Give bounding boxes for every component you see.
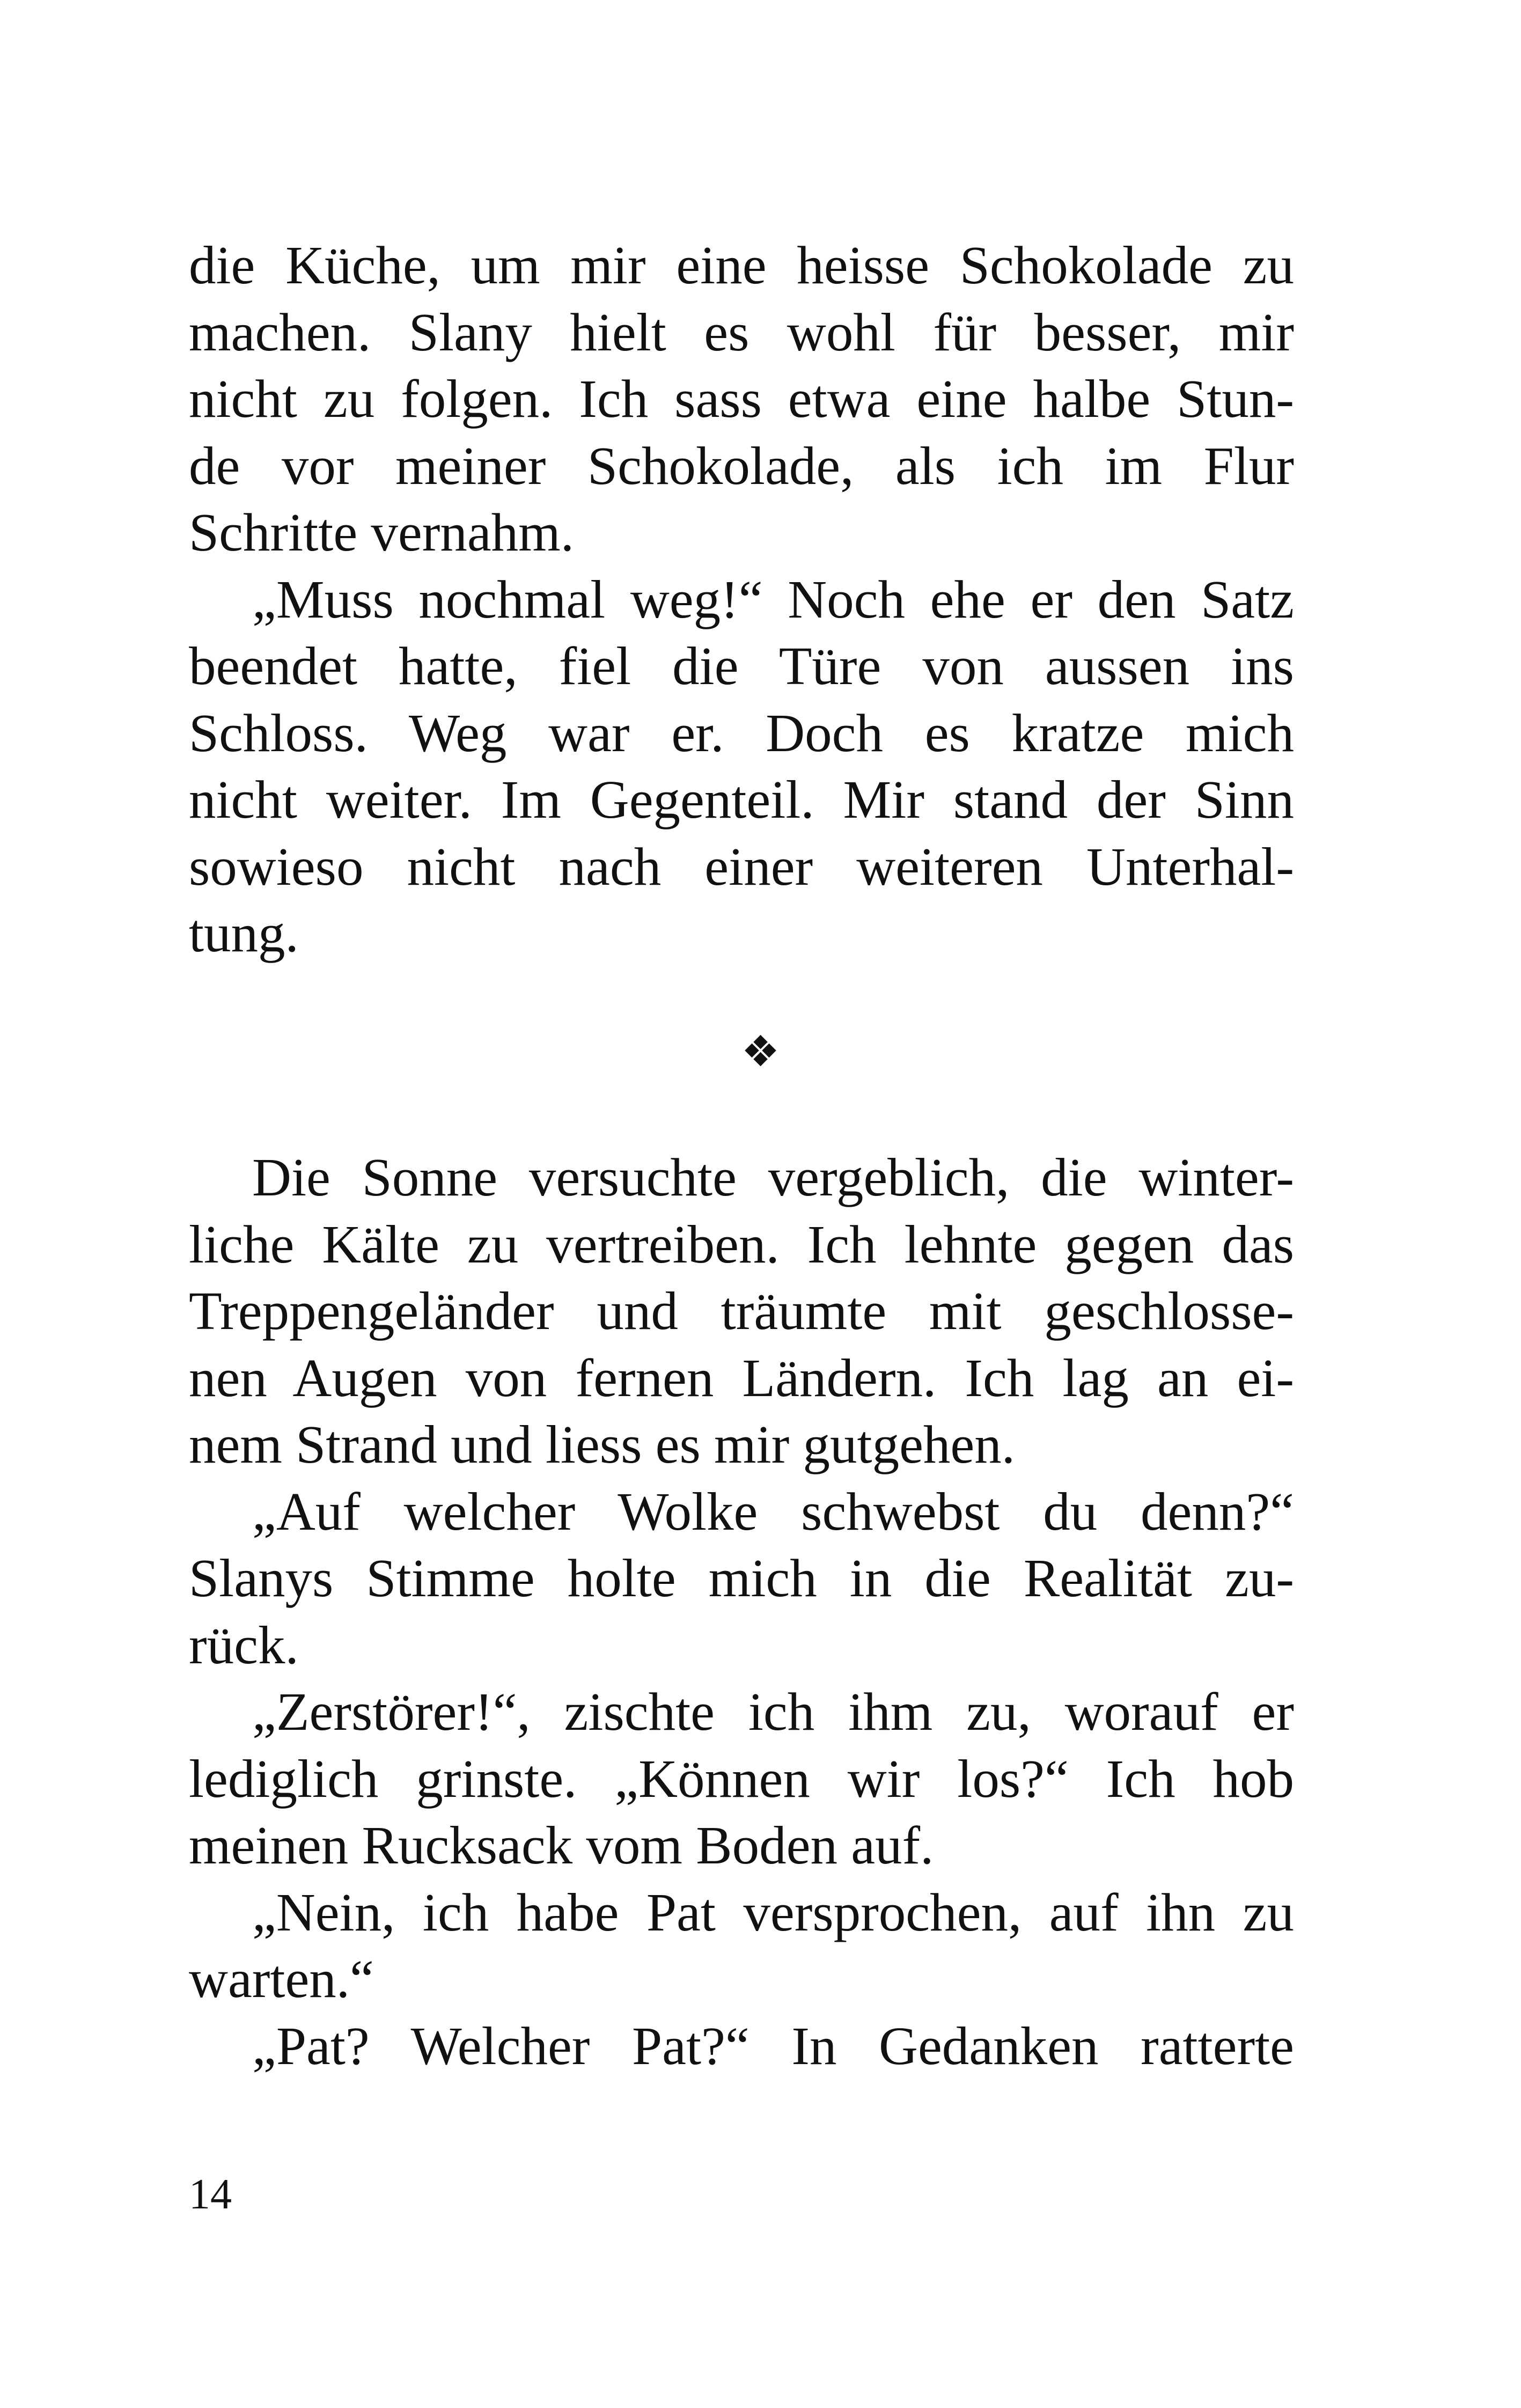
text-line: liche Kälte zu vertreiben. Ich lehnte gegen das [189,1214,1294,1274]
text-line: „Muss nochmal weg!“ Noch ehe er den Satz [252,569,1294,629]
text-line: Schloss. Weg war er. Doch es kratze mich [189,702,1294,763]
text-line: rück. [189,1614,299,1675]
text-line: Schritte vernahm. [189,502,574,562]
text-line: meinen Rucksack vom Boden auf. [189,1815,934,1875]
section-break-ornament-icon: ❖ [741,1026,780,1076]
text-line: lediglich grinste. „Können wir los?“ Ich hob [189,1748,1294,1809]
text-line: nem Strand und liess es mir gutgehen. [189,1414,1016,1474]
text-line: Treppengeländer und träumte mit geschlosse- [189,1281,1294,1341]
text-line: warten.“ [189,1949,374,2009]
text-line: „Pat? Welcher Pat?“ In Gedanken ratterte [252,2015,1294,2076]
text-line: „Auf welcher Wolke schwebst du denn?“ [252,1481,1294,1541]
text-line: „Nein, ich habe Pat versprochen, auf ihn zu [252,1882,1294,1942]
text-line: de vor meiner Schokolade, als ich im Flur [189,435,1294,496]
page-number: 14 [189,2171,232,2218]
text-line: „Zerstörer!“, zischte ich ihm zu, worauf er [252,1682,1294,1742]
text-line: tung. [189,903,299,963]
text-line: machen. Slany hielt es wohl für besser, mir [189,302,1294,362]
text-line: Slanys Stimme holte mich in die Realität zu- [189,1548,1294,1608]
paragraph-block-before-break [189,232,1294,967]
text-line: nen Augen von fernen Ländern. Ich lag an ei- [189,1347,1294,1408]
text-line: sowieso nicht nach einer weiteren Unterhal- [189,836,1294,897]
text-line: nicht zu folgen. Ich sass etwa eine halbe Stun- [189,369,1294,429]
text-line: Die Sonne versuchte vergeblich, die winter- [252,1147,1294,1207]
text-line: beendet hatte, fiel die Türe von aussen ins [189,636,1294,696]
text-line: die Küche, um mir eine heisse Schokolade zu [189,235,1294,295]
text-line: nicht weiter. Im Gegenteil. Mir stand der Sinn [189,769,1294,829]
paragraph-block-after-break [189,1144,1294,2079]
